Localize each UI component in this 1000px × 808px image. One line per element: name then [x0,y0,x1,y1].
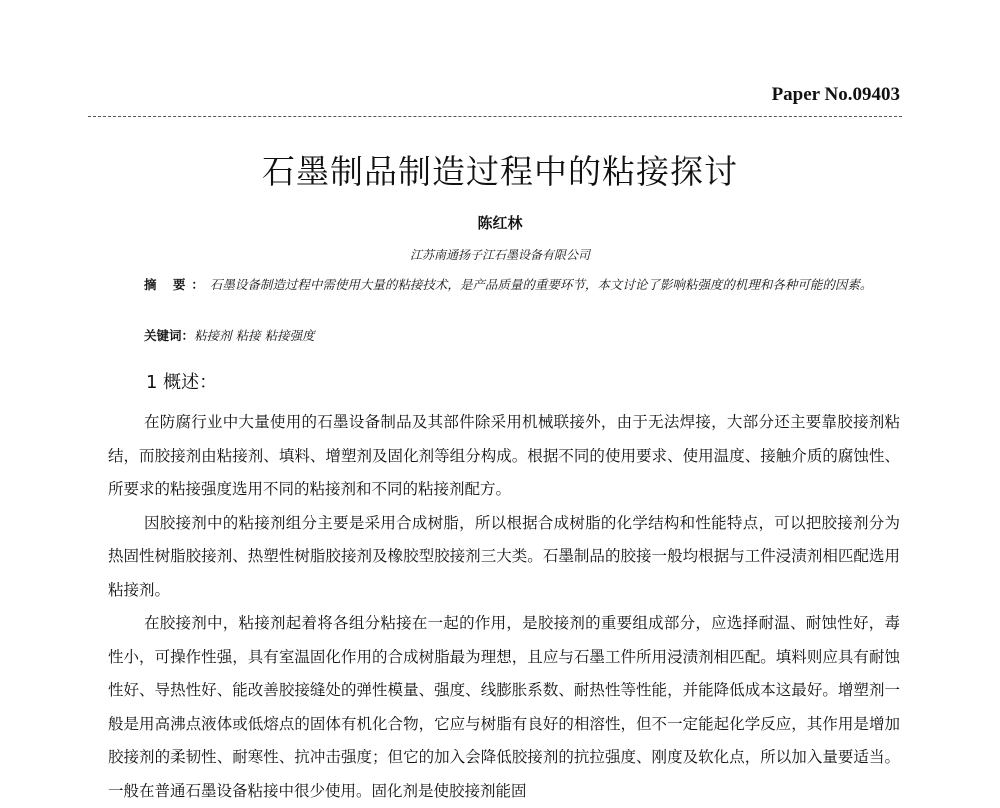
keywords-text: 粘接剂 粘接 粘接强度 [194,328,315,343]
paper-number: Paper No.09403 [771,84,900,105]
paragraph-2: 因胶接剂中的粘接剂组分主要是采用合成树脂，所以根据合成树脂的化学结构和性能特点，可以把胶接剂分为热固性树脂胶接剂、热塑性树脂胶接剂及橡胶型胶接剂三大类。石墨制品的胶接一般均根据与工件浸渍剂相匹配选用粘接剂。 [108,513,900,599]
paragraph-3: 在胶接剂中，粘接剂起着将各组分粘接在一起的作用，是胶接剂的重要组成部分，应选择耐温、耐蚀性好，毒性小，可操作性强，具有室温固化作用的合成树脂最为理想，且应与石墨工件所用浸渍剂相匹配。填料则应具有耐蚀性好、导热性好、能改善胶接缝处的弹性模量、强度、线膨胀系数、耐热性等性能，并能降低成本这最好。增塑剂一般是用高沸点液体或低熔点的固体有机化合物，它应与树脂有良好的相溶性，但不一定能起化学反应，其作用是增加胶接剂的柔韧性、耐寒性、抗冲击强度；但它的加入会降低胶接剂的抗拉强度、刚度及软化点，所以加入量要适当。一般在普通石墨设备粘接中很少使用。固化剂是使胶接剂能固 [108,614,900,800]
paragraph-1: 在防腐行业中大量使用的石墨设备制品及其部件除采用机械联接外，由于无法焊接，大部分还主要靠胶接剂粘结，而胶接剂由粘接剂、填料、增塑剂及固化剂等组分构成。根据不同的使用要求、使用温度、接触介质的腐蚀性、所要求的粘接强度选用不同的粘接剂和不同的粘接剂配方。 [108,413,900,498]
paper-title: 石墨制品制造过程中的粘接探讨 [262,152,738,191]
header-divider [88,116,902,117]
keywords [144,326,314,344]
section-heading: 1 概述： [146,372,218,393]
abstract-text: 石墨设备制造过程中需使用大量的粘接技术，是产品质量的重要环节，本文讨论了影响粘强度的机理和各种可能的因素。 [209,277,873,292]
abstract-label: 摘 要： [144,277,210,292]
abstract [108,272,900,298]
author-affiliation: 江苏南通扬子江石墨设备有限公司 [409,248,590,262]
author-name: 陈红林 [477,214,523,232]
body-text [108,406,900,808]
keywords-label: 关键词： [144,328,195,343]
